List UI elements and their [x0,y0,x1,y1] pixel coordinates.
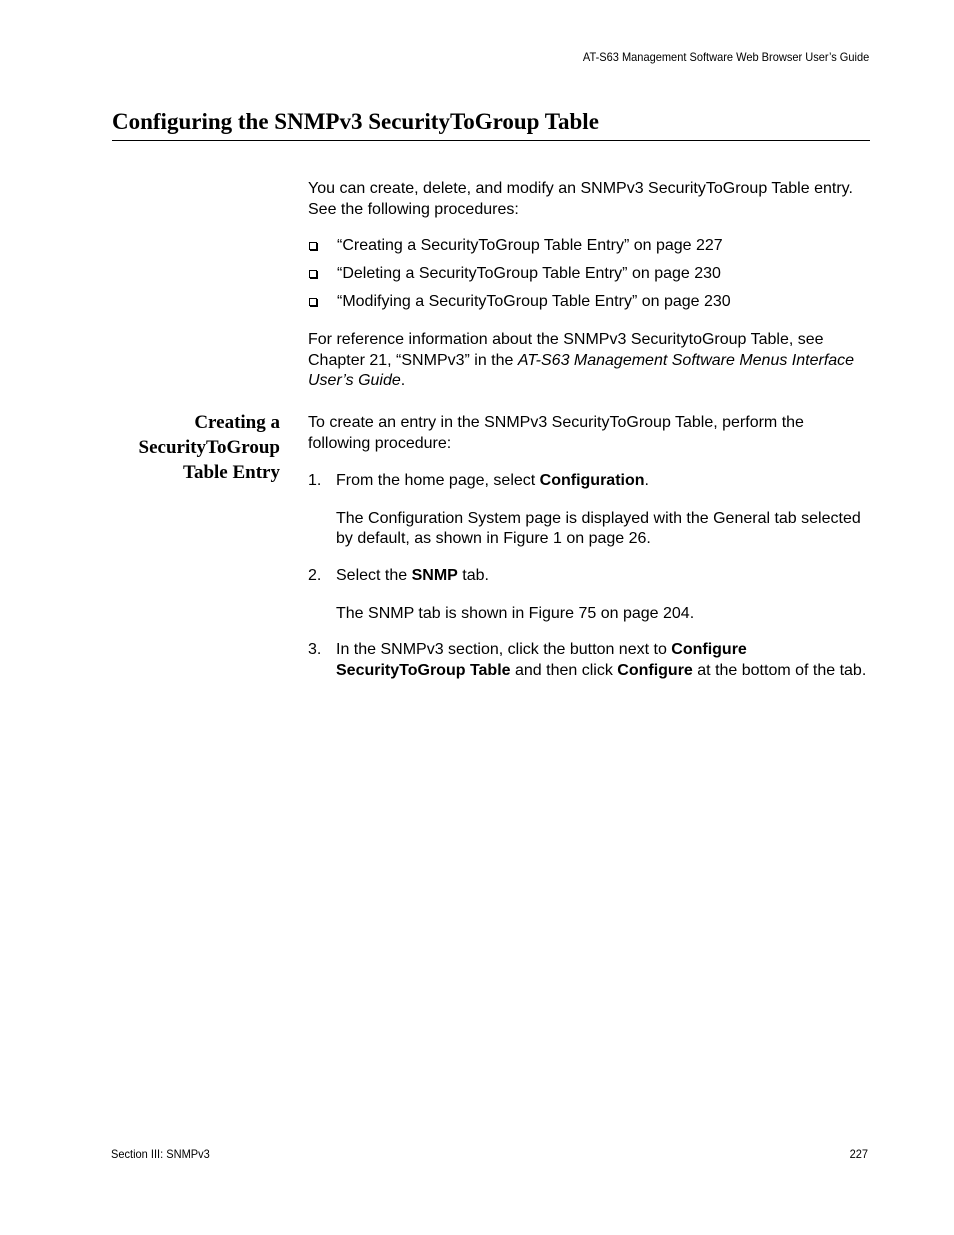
list-item[interactable] [308,292,870,320]
step-item: 1. From the home page, select Configuration. The Configuration System page is displayed with the General tab selected by default, as shown in Figure 1 on page 26. [308,471,870,566]
step-result: The Configuration System page is displayed with the General tab selected by default, as shown in Figure 1 on page 26. [336,509,861,547]
intro-paragraph: You can create, delete, and modify an SNMPv3 SecurityToGroup Table entry. See the following procedures: [308,180,853,218]
footer-section-label: Section III: SNMPv3 [111,1147,210,1161]
cross-reference-link[interactable]: “Creating a SecurityToGroup Table Entry” on page 227 [337,237,723,254]
list-item[interactable] [308,236,870,264]
footer-page-number: 227 [849,1147,868,1161]
ui-term: SNMP [411,567,458,584]
section-title: Configuring the SNMPv3 SecurityToGroup Table [112,107,870,141]
reference-paragraph: For reference information about the SNMPv3 SecuritytoGroup Table, see Chapter 21, “SNMPv3” in the AT-S63 Management Software Menus Interface User’s Guide. [308,331,855,389]
step-number: 1. [308,472,322,489]
procedure-intro: To create an entry in the SNMPv3 SecurityToGroup Table, perform the following procedure: [308,414,804,452]
step-number: 3. [308,641,322,658]
ui-term: Configure [617,661,693,679]
list-item[interactable] [308,264,870,292]
cross-reference-link[interactable]: “Deleting a SecurityToGroup Table Entry” on page 230 [337,265,721,282]
step-number: 2. [308,567,322,584]
cross-reference-link[interactable]: “Modifying a SecurityToGroup Table Entry” on page 230 [337,293,731,310]
procedure-link-list [308,236,870,320]
subsection-heading: Creating a SecurityToGroup Table Entry [138,412,280,483]
checkbox-bullet-icon [309,242,317,250]
step-item: 2. Select the SNMP tab. The SNMP tab is shown in Figure 75 on page 204. [308,566,870,640]
running-header: AT-S63 Management Software Web Browser User’s Guide [582,50,869,64]
checkbox-bullet-icon [309,298,317,306]
ui-term: Configure SecurityToGroup Table [336,641,747,679]
checkbox-bullet-icon [309,270,317,278]
step-result: The SNMP tab is shown in Figure 75 on page 204. [336,604,695,622]
step-item: 3. In the SNMPv3 section, click the button next to Configure SecurityToGroup Table and then click Configure at the bottom of the tab. [308,641,867,679]
book-title: AT-S63 Management Software Menus Interface User’s Guide [308,351,855,389]
ui-term: Configuration [539,472,645,489]
procedure-steps [308,471,870,681]
